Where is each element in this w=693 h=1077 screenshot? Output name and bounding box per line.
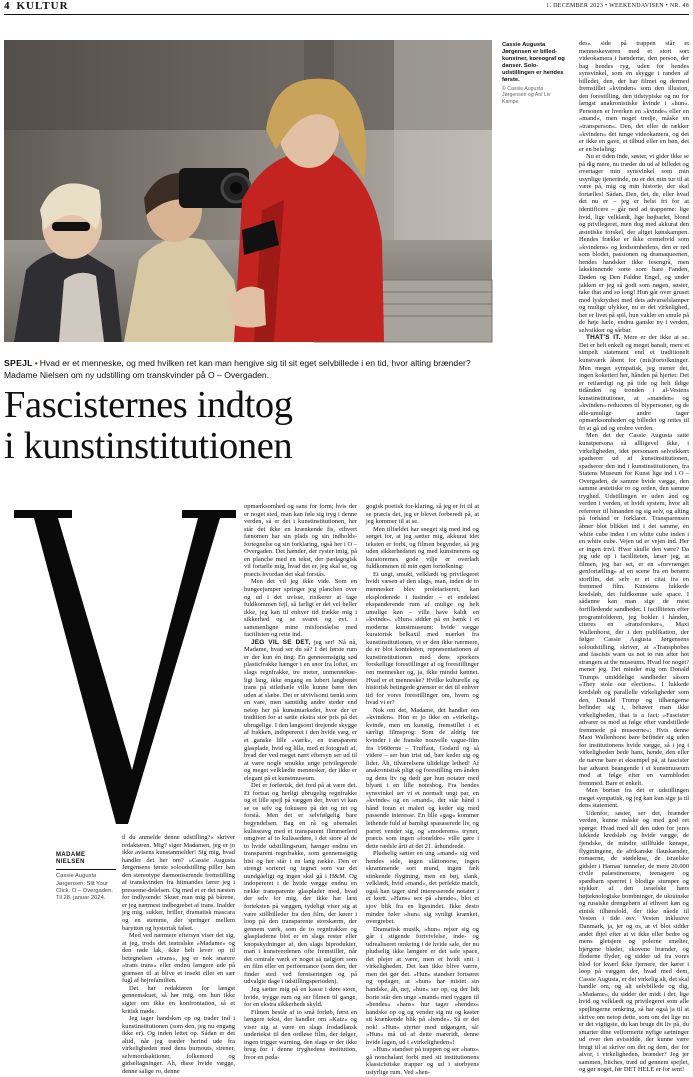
body-paragraph: THAT'S IT. Mere er der ikke at se. Det er helt enkelt og meget banalt, mere et simpelt statement end et traditionelt kunstværk åbent for (mis)fortolkninger. Men meget sympatisk, jeg mener det, ingen koketteri her, hånden på hjertet: Det er retfærdigt og på tide og helt ildige tidånden og tronden i al-Vestens kunstinstitutioner, at »manden« og »kvinden« reduceres til biypersoner, og de alle-umulige andre tager opmærksomheden og billedet og rettes til fri at gå ud og erobre verden.	[579, 334, 689, 432]
body-paragraph: opmærksomhed og sans for form; hvis der er noget sted, man kan føle sig tryg i denne verden, så er det i kunstinstitutionen, her står det ikke en krænkende fis, ethvert fænomen har sin plads og sin indholds-fortegnelse og sin forklaring, også her i O – Overgaden. Det hænder, der ryster imig, på en planche med en tekst, der pædagogisk vil fortælle mig, hvad det er, jeg skal se, og præcis hvordan det skal forstås.	[244, 503, 357, 578]
body-paragraph: JEG VIL SE DET, jeg ser! Nå nå, Madame, hvad ser du så? I det første rum er der kun én ting: En genneemsigtig sød plasticfrakke hænger i en snor fra loftet, en slags regnfrakke, tre meter, unmennekse-ligt lang, ikke engang en lubert langbenet trans på stilethæle ville kunne bære den uden at slæbe. Det er utvivlsomt tænkt som en vare, men samtidig andre steder end netop her på kunstmarkedet, hvor der er tradition for at sætte ekstra stor pris på det ubrugelige. I den langsomt drejende skygge af frakken, indopereret i den hvide væg, er et ganske lille »værk«, en transparent glasplade, hvid og lilla, med et fotografi af, hvad der ved meget nært eftersyn ser ud til at være nogle smukke unge privilegerede og meget velklædte mennesker, der ikke er elegant på et kunstmuseum.	[244, 638, 357, 782]
page-number: 4	[4, 0, 11, 12]
article-headline	[4, 385, 484, 467]
caption-credit: © Cassie Augusta Jørgensen og Ani Liv Kampe	[502, 85, 551, 105]
bullet-icon: •	[34, 358, 38, 368]
body-paragraph: Pludselig sætter en ung »mand« sig ved hendes side, iøgen slåttonorse, ingen skrammende sort mund, ingen fælt stinkende flygtning, men en bøj, slank, velklædt, hvid »mand«, det perfekte match, også han tager sind interesserede notater i et kortt. »Hans« sex på »hende«, blot et sjov blik fra en ligesindet. Ikke desto mindre føler »hun« sig synligt krænket, overgrebet.	[366, 850, 479, 926]
body-paragraph: Et ungt, smukt, velklædt og privilegeret hvidt væsen af den slags, man, inden de to mennesker blev proletariseret, kan eksploderede i tusinder – et endeløst ekspanderende rum af mulige og helt umulige køn – ville have kaldt en »kvinde«. »Hun« sidder på en bænk i et moderne kunstmuseum: hvide vægge kuratorisk belkaxil med mærket fra kunstinstitutionen, vi er den ikke nærmere, de er blot konteksten, repræsentationen af kunstinstitutionen med dens sporkers forskellige forestillinger af og forestillinger om mennesker og, ja, ikke mindst kønnet. Hvad er et menneske? Hvilke kulturelle og historisk betingede grænser er det til enhver tid for vores forestillinger om, hvem og hvad vi er?	[366, 570, 479, 707]
body-paragraph: Men det vil jeg ikke vide. Som en bungeejumper springer jeg planchen over og ud i det uvisse, risikerer at tage fuldkommen fejl, så farligt er det vel heller ikke, jeg kan til enhver tid trække mig i sikkerhed og se svaret og evt. i sammenligne mine misforståelse med facitlisten og rette ind.	[244, 578, 357, 639]
body-paragraph: Nok om det, Madame, det handler om »kvinden«. Hun er jo ikke en »virkelig« kvinde, men en kunstig, fremstillet i et særligt filmsprog: Som de aldrig før kvinder i de franske nouvelle vague-film fra 1960erne – Truffaut, Godard og så videre – ser hun trist ud, bær keder sig og lider. Åh, tilværelsens ulidelige lethed! Af anakronistisk pligt og forestilling om ånden og dens liv og dødt gør hun notater med blyant i en lille notesbog. Fra hendes synsvinkel ser vi et normalt ungt par, en »kvinde« og en »mand«, der står hånd i hånd foran et maleri og keder sig med passende interesse. En lille »gag« kommer lethende fuld af barnligt spasaserede liv, og parret vender sig, og »moderens« tryner, præcis som ingen »forældre« ville gøre i dette rædsle årti af det 21. århundrede.	[366, 706, 479, 850]
body-paragraph: Dramatisk musik, »hun« rejser sig og går i stigende fortvivlelse, inde- og udrealiseret omkring i de hvide sale, der nu pludselig ikke længere er det safe space, det plejer at være, men et hvidt snit i virkeligheden. Det kan ikke blive værre, men det gør det. »Hun« standser fortsøret og opdager, at »hun« har mistet sin handske, åh, nej, »hun« ser op, og der lidt borte står den unge »mand« med tyggen til »hendes« »hans« hur tager »hendes« handske op og og vender sig nu og kaster sit krænkende blik på »hende«. Så er det nok! »Hun« styrter mod udgangen, så! »Hun« må ud af dette mareridt, denne hvide lagen, ud i »virkeligheden«!	[366, 925, 479, 1046]
body-paragraph: Nu er tiden inde, søster, vi gider ikke se på dig mere, nu træder du ud af billedet og overtager min synsvinkel som min usynlige tjenerinde, nu er det min tur til at være på, mig og min historie, der skal fortælles! Sådan. Den, det, de, eller hvad det nu er – jeg er helst fri for at identificere – går ned ad trapperne: lige hvid, lige velklædt, lige bøjbarlet, blond og privilegeret, men dog med akkurat den æstetiske forskel, der altget kønskampen. Hendes frække er ikke cremehvid som »kvindens« og kodsomhedens, den er rød som blodet, passionen og dramaqueenen, hendes handsker ikke fesengrå, men lakskinnende sorte som bare Fanden, Døden og Den Faldne Engel, og under jakken er jeg så godt som nøgen, søster, take that and so long! Hun går over gruset mod lyskrydset med dets advarselslamper og mulige ulykker, nu er det virkelighed, her er livet på spil, hun vakler en smule på de høje hæle, endnu ganske ny i verden, selvsikker og sårbar.	[579, 153, 689, 334]
body-paragraph: Udenfor, søster, ser det, brænder verden, kunne måske og med god ret spørge: Hvad med all den uden for jeres lukkede kredsløb og hvide vægge, de fjendske, de mindre stillfulde kønspe, flygtningene, de afrikanske flauskænder, romaerne, de stødeløse, de israelske gidsler i Hamas' tunneler, de mere 20.000 civile palæstinensere, teenagere og spædbarn spærret i blodige stumper og stykker af den israelske hærs højteknologiske bombninger, de ukrainske og russiske drengebørn af ethvert køn og etnisk tilhørsfold, der ikke nåede til Vesten i tide osv. Vesten inklusive Danmark, ja, jer og os, at vi blot sidder andet ihjel efter at vi ikke eller bedre og mens gletsjere og polerne smelter, bjergene bløder, skovene brænder, og floderne flyder, og sidder ud fra vores blod for kværl ikke fjernere, der kører i loop på væggen der, hvad med dem, Cassie Augusta, er det virkelig alt, det skal handle om, og alt selvbillede og dig, »Madame«, du sidder der midt i det, lige hvid og velklædt og privilegeret som alle spejlingerne omkring, så har også ja til at skrive om netop dette, som om det lige nu er det vigtigste, du kan bruge dit liv på, du smarter dine velformerte nyfige sætninger ud over den avissidde, der kunne være brugt til at skrive om det og dem, der for alvor, i virkeligheden, brænder? Jeg jer sammen, bitches, træd ud gennem spejlet, og gør noget, før DET HELE er for sent!	[579, 809, 689, 1074]
body-paragraph: Det har redaktøren for længst gennemskuet, så hør mig, om hun ikke sigter om ikke en konfrontation, så et kritisk møde.	[122, 984, 235, 1015]
body-column-1	[122, 834, 235, 1075]
headline-line-2: i kunstinstitutionen	[4, 425, 293, 467]
body-paragraph: Det er forførisk, det fred på at være det. Et fortsat og herligt ubrugelig regnfrakke og et lille spejl på væggen der, hvori vi kan se os selv og fokusere på det og ret og forstå. Men det er selvfølgelig bare begyndelsen. Bag en rå og ubemalet kulisseavg med et transparent flimmerlerd omgiver af to kulissedøre, i det store af de to hvide udstillingsrum, hænger endnu en transparent regnfrakke, som gennemsigtig hist og her står i en lang række. Den er strengt sorteret og tegnet som var det uundgåeligt og ingen skal gå i H&M. Og indopereret i de hvide vægge endnu en række transparente glasplader med, hvad der selv for mig, der ikke har læst forteksten på væggen, tydeligt viser sig at være stillbilleder fra den film, der kører i loop på den transparente storskærm, der gennem værk, som de to regnfrakker og glaspladerne blot er en slags rester eller knopskydninger af, den slags biprodukter, man i kunstverdenen ofte fremstiller, når det centrale værk er noget så uafgjort som en film eller en performance (som den, der finder sted ved ferniseringen og på udvalgte dage i udstillingsperioden).	[244, 782, 357, 986]
lead-text: Hvad er et menneske, og med hvilken ret kan man hengive sig til sit eget selvbillede i en tid, hvor alting brænder? Madame Nielsen om ny udstilling om transkvinder på O – Overgaden.	[4, 358, 471, 380]
body-paragraph: Men det der Cassie Augusta satte kunstpersona så allligevel ikke, i virkeligheden, idet personaen selvsikkert spadserer ud af kunstinstitutionen, spadserer den ind i kunstinstitutionen, fra Statens Museum for Kunst lige ind i O – Overgaden, de samme hvide vægge, den samme æstetiske ro og orden, den samme tryghed. Udstillingen er uden ånd og verden i verden, et hvidt system, hvor alt refererer til hinanden og sig selv, og alting på forhånd er forklaret. Transparensen åbner blot blikket ind i det samme, en white cube inden i en white cube inden i en white cube. Vejen ud er vejen ind. Her er ingen trivl. Hvor skulle den være? Da jeg ude op i facilliteten, læser jeg, at filmen, jeg har set, er en »forvrænget genfortælling« af en scene fra en berømt storfilm, det selv er et citat fra en fremmed film. Kunstens lukkede kredsløb, det fuldkomne safe space. I sådanne kan man sige de mest forfilledende sandheder. I facilliteten efter programfolderen, jeg bokler i hånden, citeres en »transforsker«, Maxi Wallenhorst, der i den publikation, der følger Cassie Augusta Jørgensens soloudstilling, skriver, at »Transphobes and fascists warn us not to run after hot strangers at the museums. Hvad for noget? mener jeg. Det minder mig om Donald Trumps umiddelige sandheder såsom »They stole our election«. I lukkede kredsløb og parallelle virkeligheder som den, Donald Trump og tilhængerne befinder sig i, behøver man ikke virkeligheden, that is a fact: »Fascister advarer os mod at følge efter vandstillede fremmede på museerne«: Hvis denne Maxi Wallenhorst bare befinder sig uden for institutionens hvide vægge, så i jeg i virkeligheden bede hans, hende, den eller de nævne bare et eksempel på, at fascister har advaret beangende i et kunstmuseum mod at følge efter en varmblodet fremmed. Bare et enkelt.	[579, 432, 689, 787]
photo-caption	[502, 42, 566, 105]
body-paragraph: Jeg tager handsken op og trader ind i kunstinstitutionen (som den, jeg nu engang ikke er). Og inden lettet op. Sådan er det altid, når jeg træder herind ude fra virkeligheden med dens burnouts, sirener, selvmordsaktioner, folkemord og gidseltagninger. Ah, disse hvide vægge, denne salige ro, denne	[122, 1015, 235, 1075]
author-name: MADAME NIELSEN	[56, 852, 86, 866]
drop-cap-v-icon	[14, 508, 236, 826]
section-name: KULTUR	[16, 0, 69, 12]
body-paragraph: Men bortset fra det er udstillingen meget sympatisk, og jeg kan kun sige ja til dens statement.	[579, 787, 689, 810]
body-column-right	[579, 40, 689, 1074]
body-paragraph: Med ved nærmere eftersyn viser det sig, at jeg, trods det teatralske »Madame« og den røde lak, ikke helt lever op til betegnelsen »trans«, jeg er nok snarere »trans trans« eller endnu længere ude på grænsen til at blive et insekt eller en sær fugl af hejrefamilien.	[122, 932, 235, 985]
page-header-left	[4, 0, 69, 12]
byline-divider	[56, 869, 116, 870]
body-paragraph: Jeg sætter mig på en kasse i døre store, hvide, trygge rum og ser filmen til gange, for en ekstra sikkerheds skyld.	[244, 986, 357, 1009]
exhibition-info: Cassie Augusta Jørgensen: Slit Your Click. O – Overgaden. Til 28. januar 2024.	[56, 873, 114, 902]
body-paragraph: »Hun« standser på trappen og ser »hans« gå nonchalant forbi med sit institutionens klassicistiske trapper og ud i storbyens ustyrlige rum. Ved »hen-	[366, 1046, 479, 1077]
body-column-3	[366, 503, 479, 1077]
caption-title: Cassie Augusta Jørgensen er billed-kunstner, koreograf og danser. Solo-udstillingen er hendes første.	[502, 42, 565, 84]
header-divider	[4, 14, 689, 15]
lead-kicker: SPEJL	[4, 358, 33, 368]
body-paragraph: des« side på trappen står et menneskeværen med et stort sort videokamera i hænderne, den person, der bag hendes ryg, uden for hendes synsvinkel, som en skygge i randen af billedet, den, der har filmet og dermed fremstillet »kvinden« som den illusion, den forestilling, den tidstypiske og nu for længst anakronistiske kvinde i »hun«. Personen er hverken en »kvinde« eller en »mand«, men noget tredje, måske en »transperson«. Den, det eller de rækker »kvinden« det tunge videokamera, og det er ikke en gave, et tilbud eller en bøn, det er en befaling:	[579, 40, 689, 153]
article-lead	[4, 358, 484, 381]
photo-scene-icon	[4, 40, 492, 342]
body-paragraph: Filmen består af to små forløb, først en længere tekst, der handler om »Katz« og viser sig at være en slags frodadlansk undertekst til den ordløse film, der følger, ingen trigger warning, den slags er der ikke brug for i denne tryghedens institution, hvor en peda-	[244, 1008, 357, 1061]
body-paragraph: il du anmelde denne udstilling?« skriver redaktøren. Mig? siger Madamen, jeg er jo ikke avisens kunstanmelder! Sig mig, hvad handler det her om? »Cassie Augusta Jørgensens første soloudstilling piller ban den stereotype dæmoniserende fremstilling af transkvinden fra hitmandes lærer jeg i presseme-delelsen. Og med et er det næsten for indlysende: Skuer man mig på bårene, er jeg nærmest indbegrebet af trans. Inalder jeg mig, sukker, briller, dramatisk mascara og en stemme, der springer mellem barytton og hysterisk falset.	[122, 834, 235, 932]
article-photo	[4, 40, 492, 342]
issue-date-info: 1. DECEMBER 2023 • WEEKENDAVISEN • NR. 48	[546, 3, 689, 9]
body-paragraph: gogisk poetisk for-klaring, så jeg er fri til at se præcis det, jeg er blevet forberedt på, at jeg kommer til at se.	[366, 503, 479, 526]
byline	[56, 852, 116, 902]
body-column-2	[244, 503, 357, 1061]
headline-line-1: Fascisternes indtog	[4, 384, 293, 426]
body-paragraph: Men tilfældet har sneget sig med ind og sørget for, at jeg sætter mig, akkurat idet teksten er forbi, og filmen begynder, så jeg uden sikkerhedsnet og med kunstnerens og kuratorernes gode vilje er overladt fuldkommen til min egen fortolkning:	[366, 525, 479, 571]
